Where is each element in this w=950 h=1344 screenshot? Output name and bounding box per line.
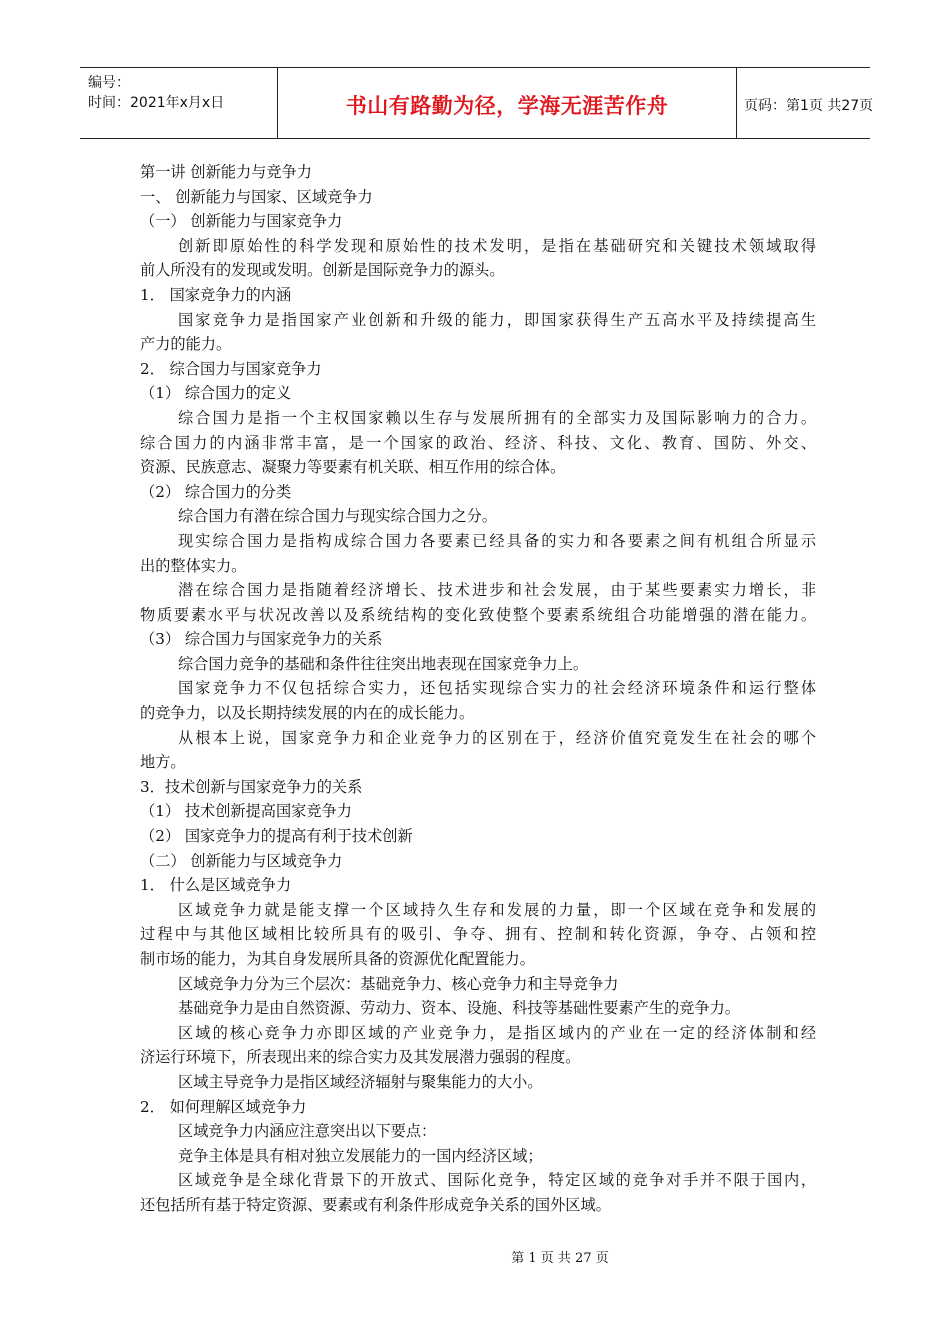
motto-text: 书山有路勤为径，学海无涯苦作舟 <box>345 94 669 118</box>
date-label: 时间：2021年x月x日 <box>88 95 225 111</box>
header-middle-cell <box>277 68 737 138</box>
paragraph-line: 过程中与其他区域相比较所具有的吸引、争夺、拥有、控制和转化资源，争夺、占领和控 <box>140 925 816 944</box>
paragraph-line: 区域竞争是全球化背景下的开放式、国际化竞争，特定区域的竞争对手并不限于国内， <box>178 1171 816 1190</box>
paragraph-line: 产力的能力。 <box>140 335 232 354</box>
page-footer: 第 1 页 共 27 页 <box>511 1251 609 1266</box>
paragraph-line: 综合国力有潜在综合国力与现实综合国力之分。 <box>178 507 497 526</box>
paragraph-line: 区域的核心竞争力亦即区域的产业竞争力，是指区域内的产业在一定的经济体制和经 <box>178 1023 816 1042</box>
paragraph-line: 综合国力是指一个主权国家赖以生存与发展所拥有的全部实力及国际影响力的合力。 <box>178 408 816 427</box>
paragraph-line: 出的整体实力。 <box>140 556 247 575</box>
sub-item-heading: （1） 技术创新提高国家竞争力 <box>140 802 352 821</box>
paragraph-line: 还包括所有基于特定资源、要素或有利条件形成竞争关系的国外区域。 <box>140 1195 611 1214</box>
header-right-cell <box>736 68 874 138</box>
paragraph-line: 综合国力的内涵非常丰富，是一个国家的政治、经济、科技、文化、教育、国防、外交、 <box>140 433 816 452</box>
paragraph-line: 前人所没有的发现或发明。创新是国际竞争力的源头。 <box>140 261 505 280</box>
paragraph-line: 区域竞争力分为三个层次：基础竞争力、核心竞争力和主导竞争力 <box>178 974 619 993</box>
sub-item-heading: （2） 国家竞争力的提高有利于技术创新 <box>140 827 413 846</box>
item-heading: 3．技术创新与国家竞争力的关系 <box>140 777 363 796</box>
number-label: 编号： <box>88 75 130 91</box>
section-heading: 一、 创新能力与国家、区域竞争力 <box>140 187 373 206</box>
paragraph-line: 竞争主体是具有相对独立发展能力的一国内经济区域； <box>178 1146 543 1165</box>
paragraph-line: 区域主导竞争力是指区域经济辐射与聚集能力的大小。 <box>178 1072 543 1091</box>
paragraph-line: 综合国力竞争的基础和条件往往突出地表现在国家竞争力上。 <box>178 654 589 673</box>
paragraph-line: 济运行环境下，所表现出来的综合实力及其发展潜力强弱的程度。 <box>140 1048 581 1067</box>
paragraph-line: 潜在综合国力是指随着经济增长、技术进步和社会发展，由于某些要素实力增长，非 <box>178 581 816 600</box>
paragraph-line: 从根本上说，国家竞争力和企业竞争力的区别在于，经济价值究竟发生在社会的哪个 <box>178 728 816 747</box>
sub-item-heading: （3） 综合国力与国家竞争力的关系 <box>140 630 383 649</box>
paragraph-line: 区域竞争力就是能支撑一个区域持久生存和发展的力量，即一个区域在竞争和发展的 <box>178 900 816 919</box>
header-left-cell <box>80 68 277 138</box>
item-heading: 2． 综合国力与国家竞争力 <box>140 359 322 378</box>
item-heading: 2． 如何理解区域竞争力 <box>140 1097 307 1116</box>
paragraph-line: 资源、民族意志、凝聚力等要素有机关联、相互作用的综合体。 <box>140 458 566 477</box>
document-header <box>80 67 874 139</box>
lecture-title: 第一讲 创新能力与竞争力 <box>140 163 312 181</box>
sub-item-heading: （2） 综合国力的分类 <box>140 482 292 501</box>
document-body <box>140 160 816 1218</box>
paragraph-line: 基础竞争力是由自然资源、劳动力、资本、设施、科技等基础性要素产生的竞争力。 <box>178 999 740 1018</box>
paragraph-line: 国家竞争力不仅包括综合实力，还包括实现综合实力的社会经济环境条件和运行整体 <box>178 679 816 698</box>
paragraph-line: 物质要素水平与状况改善以及系统结构的变化致使整个要素系统组合功能增强的潜在能力。 <box>140 605 816 624</box>
paragraph-line: 区域竞争力内涵应注意突出以下要点： <box>178 1122 437 1141</box>
paragraph-line: 制市场的能力，为其自身发展所具备的资源优化配置能力。 <box>140 950 535 968</box>
paragraph-line: 创新即原始性的科学发现和原始性的技术发明，是指在基础研究和关键技术领域取得 <box>178 236 816 255</box>
paragraph-line: 的竞争力，以及长期持续发展的内在的成长能力。 <box>140 704 475 723</box>
sub-item-heading: （1） 综合国力的定义 <box>140 384 292 403</box>
paragraph-line: 现实综合国力是指构成综合国力各要素已经具备的实力和各要素之间有机组合所显示 <box>178 531 816 550</box>
paragraph-line: 国家竞争力是指国家产业创新和升级的能力，即国家获得生产五高水平及持续提高生 <box>178 310 816 329</box>
subsection-heading: （一） 创新能力与国家竞争力 <box>140 212 343 231</box>
item-heading: 1． 什么是区域竞争力 <box>140 876 292 895</box>
paragraph-line: 地方。 <box>140 753 186 772</box>
item-heading: 1． 国家竞争力的内涵 <box>140 285 292 304</box>
subsection-heading: （二） 创新能力与区域竞争力 <box>140 851 343 870</box>
page-code: 页码：第1页 共27页 <box>744 98 874 114</box>
